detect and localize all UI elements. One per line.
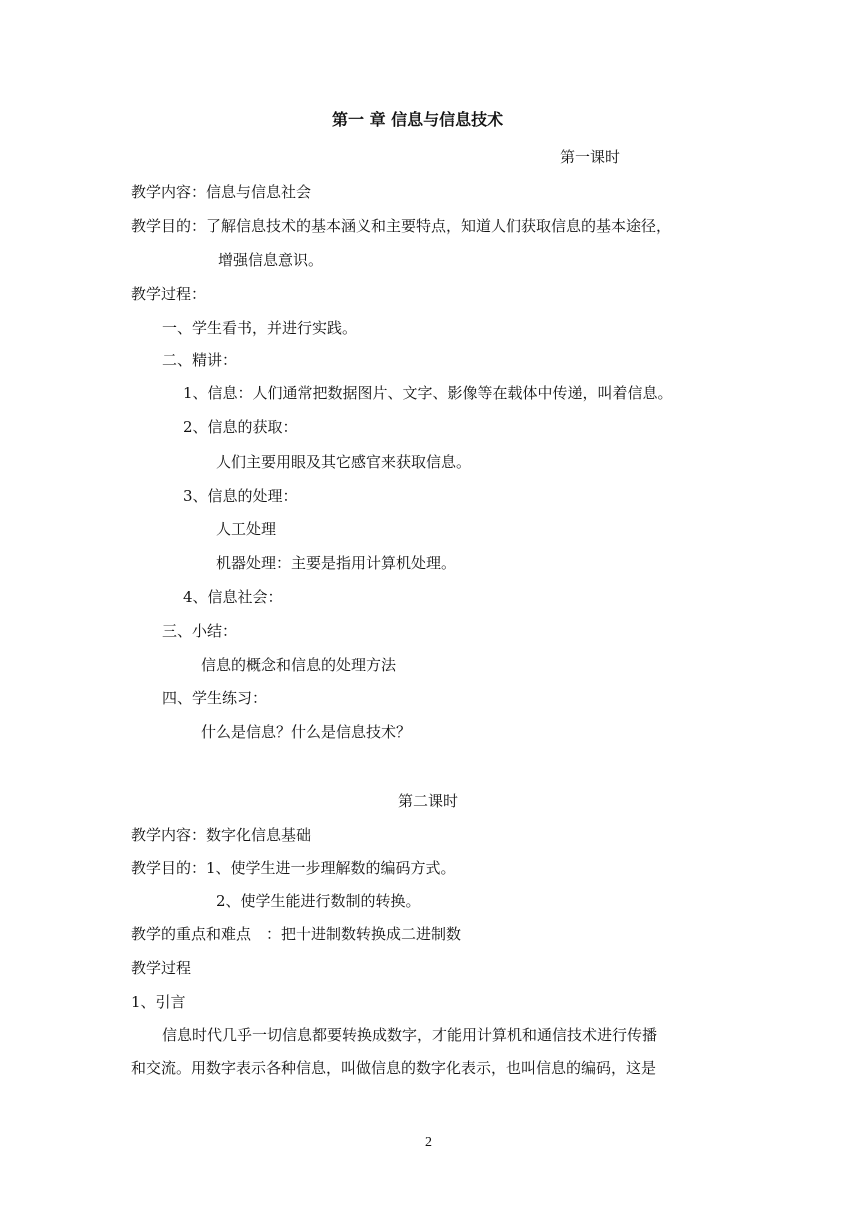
lesson1-step-4-text: 什么是信息？什么是信息技术？ bbox=[201, 723, 412, 741]
lesson1-step-2-3: 3、信息的处理： bbox=[183, 487, 298, 505]
lesson2-paragraph-cont: 和交流。用数字表示各种信息，叫做信息的数字化表示，也叫信息的编码，这是 bbox=[131, 1059, 657, 1077]
lesson1-step-2-3-b: 机器处理：主要是指用计算机处理。 bbox=[216, 554, 457, 572]
lesson1-objective: 教学目的：了解信息技术的基本涵义和主要特点，知道人们获取信息的基本途径， bbox=[131, 217, 672, 235]
lesson2-paragraph: 信息时代几乎一切信息都要转换成数字，才能用计算机和通信技术进行传播 bbox=[162, 1026, 658, 1044]
lesson2-intro-label: 1、引言 bbox=[131, 993, 186, 1011]
chapter-title: 第一 章 信息与信息技术 bbox=[332, 110, 504, 129]
lesson2-content: 教学内容：数字化信息基础 bbox=[131, 826, 312, 844]
lesson1-step-2-2-text: 人们主要用眼及其它感官来获取信息。 bbox=[216, 453, 472, 471]
lesson1-step-3: 三、小结： bbox=[162, 622, 238, 640]
lesson1-step-2-1: 1、信息：人们通常把数据图片、文字、影像等在载体中传递，叫着信息。 bbox=[183, 384, 673, 402]
lesson1-step-2-2: 2、信息的获取： bbox=[183, 418, 298, 436]
lesson1-objective-cont: 增强信息意识。 bbox=[218, 251, 324, 269]
lesson1-step-2: 二、精讲： bbox=[162, 351, 238, 369]
lesson1-step-3-text: 信息的概念和信息的处理方法 bbox=[201, 656, 397, 674]
lesson1-step-1: 一、学生看书，并进行实践。 bbox=[162, 319, 358, 337]
lesson2-key-points: 教学的重点和难点 ：把十进制数转换成二进制数 bbox=[131, 925, 462, 943]
lesson1-heading: 第一课时 bbox=[560, 148, 621, 166]
lesson2-objective: 教学目的：1、使学生进一步理解数的编码方式。 bbox=[131, 859, 456, 877]
lesson2-process-label: 教学过程 bbox=[131, 959, 192, 977]
lesson1-step-2-3-a: 人工处理 bbox=[216, 520, 277, 538]
lesson1-process-label: 教学过程： bbox=[131, 285, 207, 303]
lesson1-content: 教学内容：信息与信息社会 bbox=[131, 183, 312, 201]
page-number: 2 bbox=[425, 1135, 432, 1150]
lesson2-objective-cont: 2、使学生能进行数制的转换。 bbox=[216, 892, 421, 910]
lesson1-step-2-4: 4、信息社会： bbox=[183, 588, 283, 606]
lesson2-heading: 第二课时 bbox=[398, 792, 459, 810]
lesson1-step-4: 四、学生练习： bbox=[162, 689, 268, 707]
